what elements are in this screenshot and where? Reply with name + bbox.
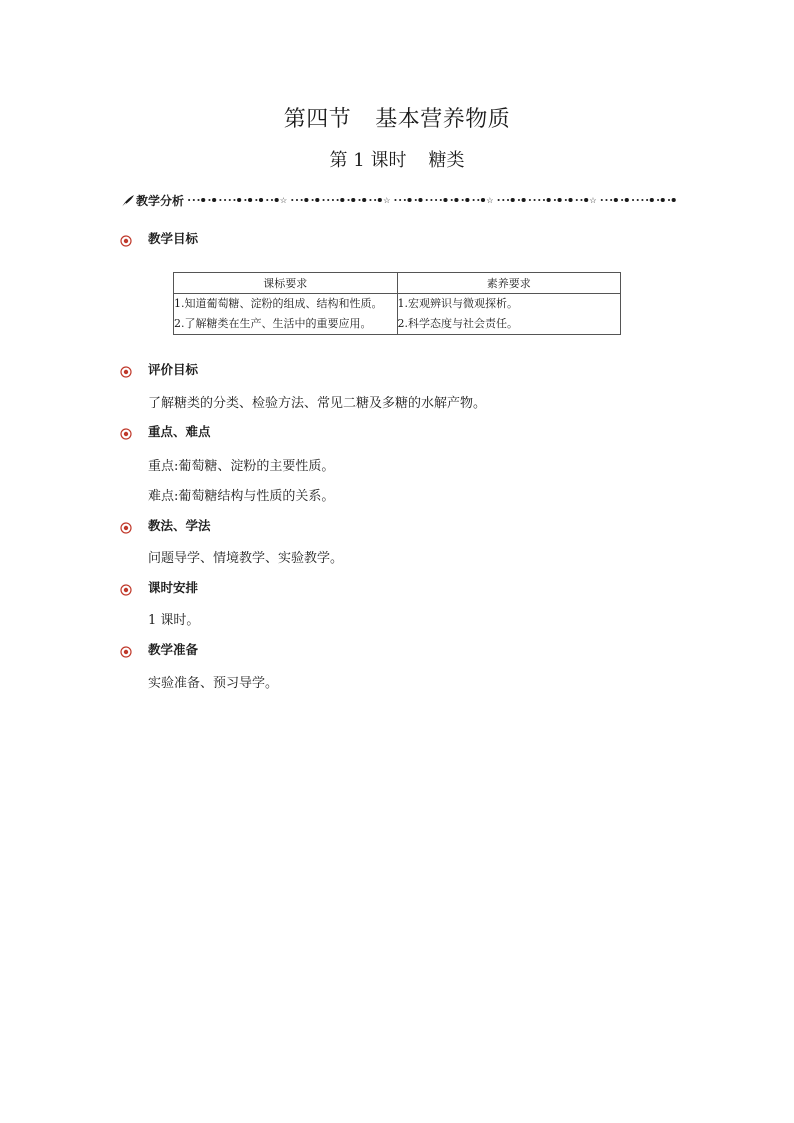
schedule-text: 1 课时。	[148, 613, 200, 628]
eval-goals-text: 了解糖类的分类、检验方法、常见二糖及多糖的水解产物。	[148, 396, 487, 411]
target-bullet-icon	[120, 519, 132, 531]
key-point-text: 重点:葡萄糖、淀粉的主要性质。	[148, 459, 335, 474]
target-bullet-icon	[120, 232, 132, 244]
section-schedule	[120, 578, 198, 596]
list-item: 1.知道葡萄糖、淀粉的组成、结构和性质。	[174, 297, 383, 310]
pen-icon	[121, 193, 135, 207]
analysis-bar	[121, 190, 681, 210]
section-methods	[120, 516, 211, 534]
section-key-points	[120, 422, 211, 440]
lesson-number: 第 1 课时	[329, 150, 407, 171]
section-teaching-goals	[120, 229, 198, 247]
analysis-label: 教学分析	[136, 193, 185, 208]
preparation-text: 实验准备、预习导学。	[148, 676, 279, 691]
table-header-row	[174, 273, 621, 294]
section-heading: 课时安排	[148, 580, 199, 595]
list-item: 1.宏观辨识与微观探析。	[397, 297, 518, 310]
page-title	[0, 102, 794, 133]
target-bullet-icon	[120, 425, 132, 437]
section-heading: 重点、难点	[148, 424, 211, 439]
section-heading: 教学目标	[148, 231, 199, 246]
target-bullet-icon	[120, 581, 132, 593]
table-cell-literacy	[397, 294, 621, 335]
page-subtitle	[0, 146, 794, 172]
target-bullet-icon	[120, 363, 132, 375]
svg-text:☆: ☆	[382, 195, 391, 205]
svg-text:☆: ☆	[279, 195, 288, 205]
section-number: 第四节	[283, 107, 352, 132]
section-preparation	[120, 640, 198, 658]
section-eval-goals	[120, 360, 198, 378]
difficult-point-text: 难点:葡萄糖结构与性质的关系。	[148, 489, 335, 504]
section-heading: 教法、学法	[148, 518, 211, 533]
goals-table	[173, 272, 621, 335]
svg-text:☆: ☆	[486, 195, 494, 205]
methods-text: 问题导学、情境教学、实验教学。	[148, 551, 344, 566]
svg-text:☆: ☆	[589, 195, 597, 205]
lesson-topic: 糖类	[428, 150, 465, 171]
dotted-divider	[186, 195, 681, 205]
table-header-literacy: 素养要求	[397, 273, 621, 294]
section-heading: 评价目标	[148, 362, 199, 377]
list-item: 2.科学态度与社会责任。	[397, 317, 518, 330]
list-item: 2.了解糖类在生产、生活中的重要应用。	[174, 317, 372, 330]
table-cell-curriculum	[174, 294, 398, 335]
table-header-curriculum: 课标要求	[174, 273, 398, 294]
target-bullet-icon	[120, 643, 132, 655]
section-heading: 教学准备	[148, 642, 199, 657]
section-title: 基本营养物质	[375, 107, 511, 132]
table-row	[174, 294, 621, 335]
